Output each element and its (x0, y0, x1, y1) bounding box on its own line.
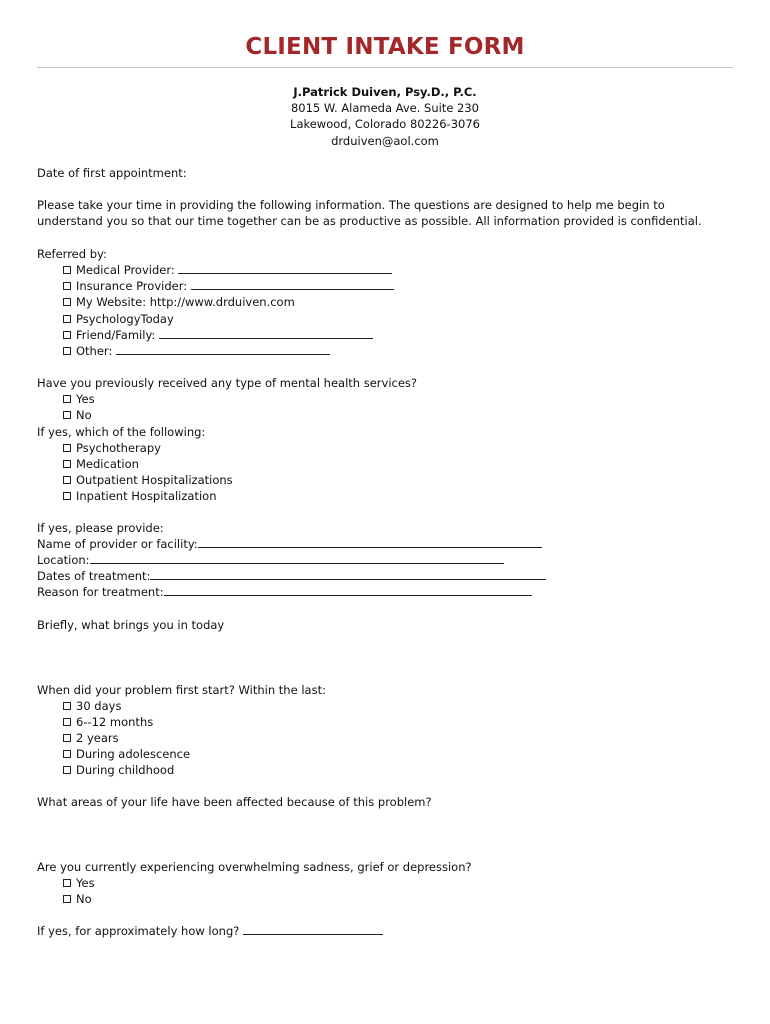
which-option-outpatient: Outpatient Hospitalizations (63, 473, 233, 487)
areas-affected-question: What areas of your life have been affected because of this problem? (37, 795, 432, 809)
problem-start-question: When did your problem first start? Within the last: (37, 683, 326, 697)
checkbox-2-years[interactable] (63, 734, 71, 742)
checkbox-inpatient[interactable] (63, 492, 71, 500)
referred-option-friend-family: Friend/Family: (63, 328, 373, 342)
date-of-first-appointment-label: Date of first appointment: (37, 166, 187, 180)
other-field[interactable] (116, 344, 330, 355)
referred-option-website: My Website: http://www.drduiven.com (63, 295, 295, 309)
reason-for-treatment-row: Reason for treatment: (37, 585, 532, 599)
prev-services-yes: Yes (63, 392, 95, 406)
location-field[interactable] (90, 553, 504, 564)
please-provide-label: If yes, please provide: (37, 521, 164, 535)
location-row: Location: (37, 553, 504, 567)
sadness-no: No (63, 892, 92, 906)
referred-option-medical: Medical Provider: (63, 263, 392, 277)
sadness-question: Are you currently experiencing overwhelming sadness, grief or depression? (37, 860, 472, 874)
start-option-childhood: During childhood (63, 763, 174, 777)
practice-name: J.Patrick Duiven, Psy.D., P.C. (293, 85, 477, 99)
start-option-adolescence: During adolescence (63, 747, 190, 761)
checkbox-friend-family[interactable] (63, 331, 71, 339)
insurance-provider-field[interactable] (191, 279, 394, 290)
intro-text-line2: understand you so that our time together can be as productive as possible. All information provided is confidential. (37, 214, 702, 228)
which-following-label: If yes, which of the following: (37, 425, 206, 439)
brings-you-in-label: Briefly, what brings you in today (37, 618, 225, 632)
checkbox-psychotherapy[interactable] (63, 444, 71, 452)
referred-by-label: Referred by: (37, 247, 107, 261)
title-divider (37, 67, 733, 68)
checkbox-childhood[interactable] (63, 766, 71, 774)
checkbox-outpatient[interactable] (63, 476, 71, 484)
start-option-2-years: 2 years (63, 731, 119, 745)
referred-option-insurance: Insurance Provider: (63, 279, 394, 293)
prev-services-question: Have you previously received any type of mental health services? (37, 376, 418, 390)
friend-family-field[interactable] (159, 328, 373, 339)
start-option-30-days: 30 days (63, 699, 121, 713)
checkbox-medical-provider[interactable] (63, 266, 71, 274)
checkbox-30-days[interactable] (63, 702, 71, 710)
medical-provider-field[interactable] (178, 263, 392, 274)
start-option-6-12-months: 6--12 months (63, 715, 153, 729)
form-title: CLIENT INTAKE FORM (245, 34, 525, 60)
practice-email: drduiven@aol.com (331, 133, 439, 148)
referred-option-psychologytoday: PsychologyToday (63, 312, 174, 326)
checkbox-adolescence[interactable] (63, 750, 71, 758)
checkbox-prev-no[interactable] (63, 411, 71, 419)
checkbox-6-12-months[interactable] (63, 718, 71, 726)
practice-address-line1: 8015 W. Alameda Ave. Suite 230 (290, 101, 480, 116)
how-long-field[interactable] (243, 924, 383, 935)
practice-address-line2: Lakewood, Colorado 80226-3076 (290, 117, 480, 132)
intro-text-line1: Please take your time in providing the following information. The questions are designed to help me begin to (37, 198, 665, 212)
dates-of-treatment-row: Dates of treatment: (37, 569, 546, 583)
how-long-row: If yes, for approximately how long? (37, 924, 383, 938)
checkbox-psychologytoday[interactable] (63, 315, 71, 323)
provider-name-field[interactable] (198, 537, 542, 548)
which-option-medication: Medication (63, 457, 139, 471)
which-option-inpatient: Inpatient Hospitalization (63, 489, 217, 503)
checkbox-medication[interactable] (63, 460, 71, 468)
sadness-yes: Yes (63, 876, 95, 890)
checkbox-sadness-yes[interactable] (63, 879, 71, 887)
provider-name-row: Name of provider or facility: (37, 537, 542, 551)
which-option-psychotherapy: Psychotherapy (63, 441, 161, 455)
checkbox-other[interactable] (63, 347, 71, 355)
practice-header (0, 84, 770, 149)
dates-of-treatment-field[interactable] (150, 569, 546, 580)
checkbox-sadness-no[interactable] (63, 895, 71, 903)
checkbox-insurance-provider[interactable] (63, 282, 71, 290)
checkbox-my-website[interactable] (63, 298, 71, 306)
prev-services-no: No (63, 408, 92, 422)
referred-option-other: Other: (63, 344, 330, 358)
reason-for-treatment-field[interactable] (164, 585, 532, 596)
checkbox-prev-yes[interactable] (63, 395, 71, 403)
